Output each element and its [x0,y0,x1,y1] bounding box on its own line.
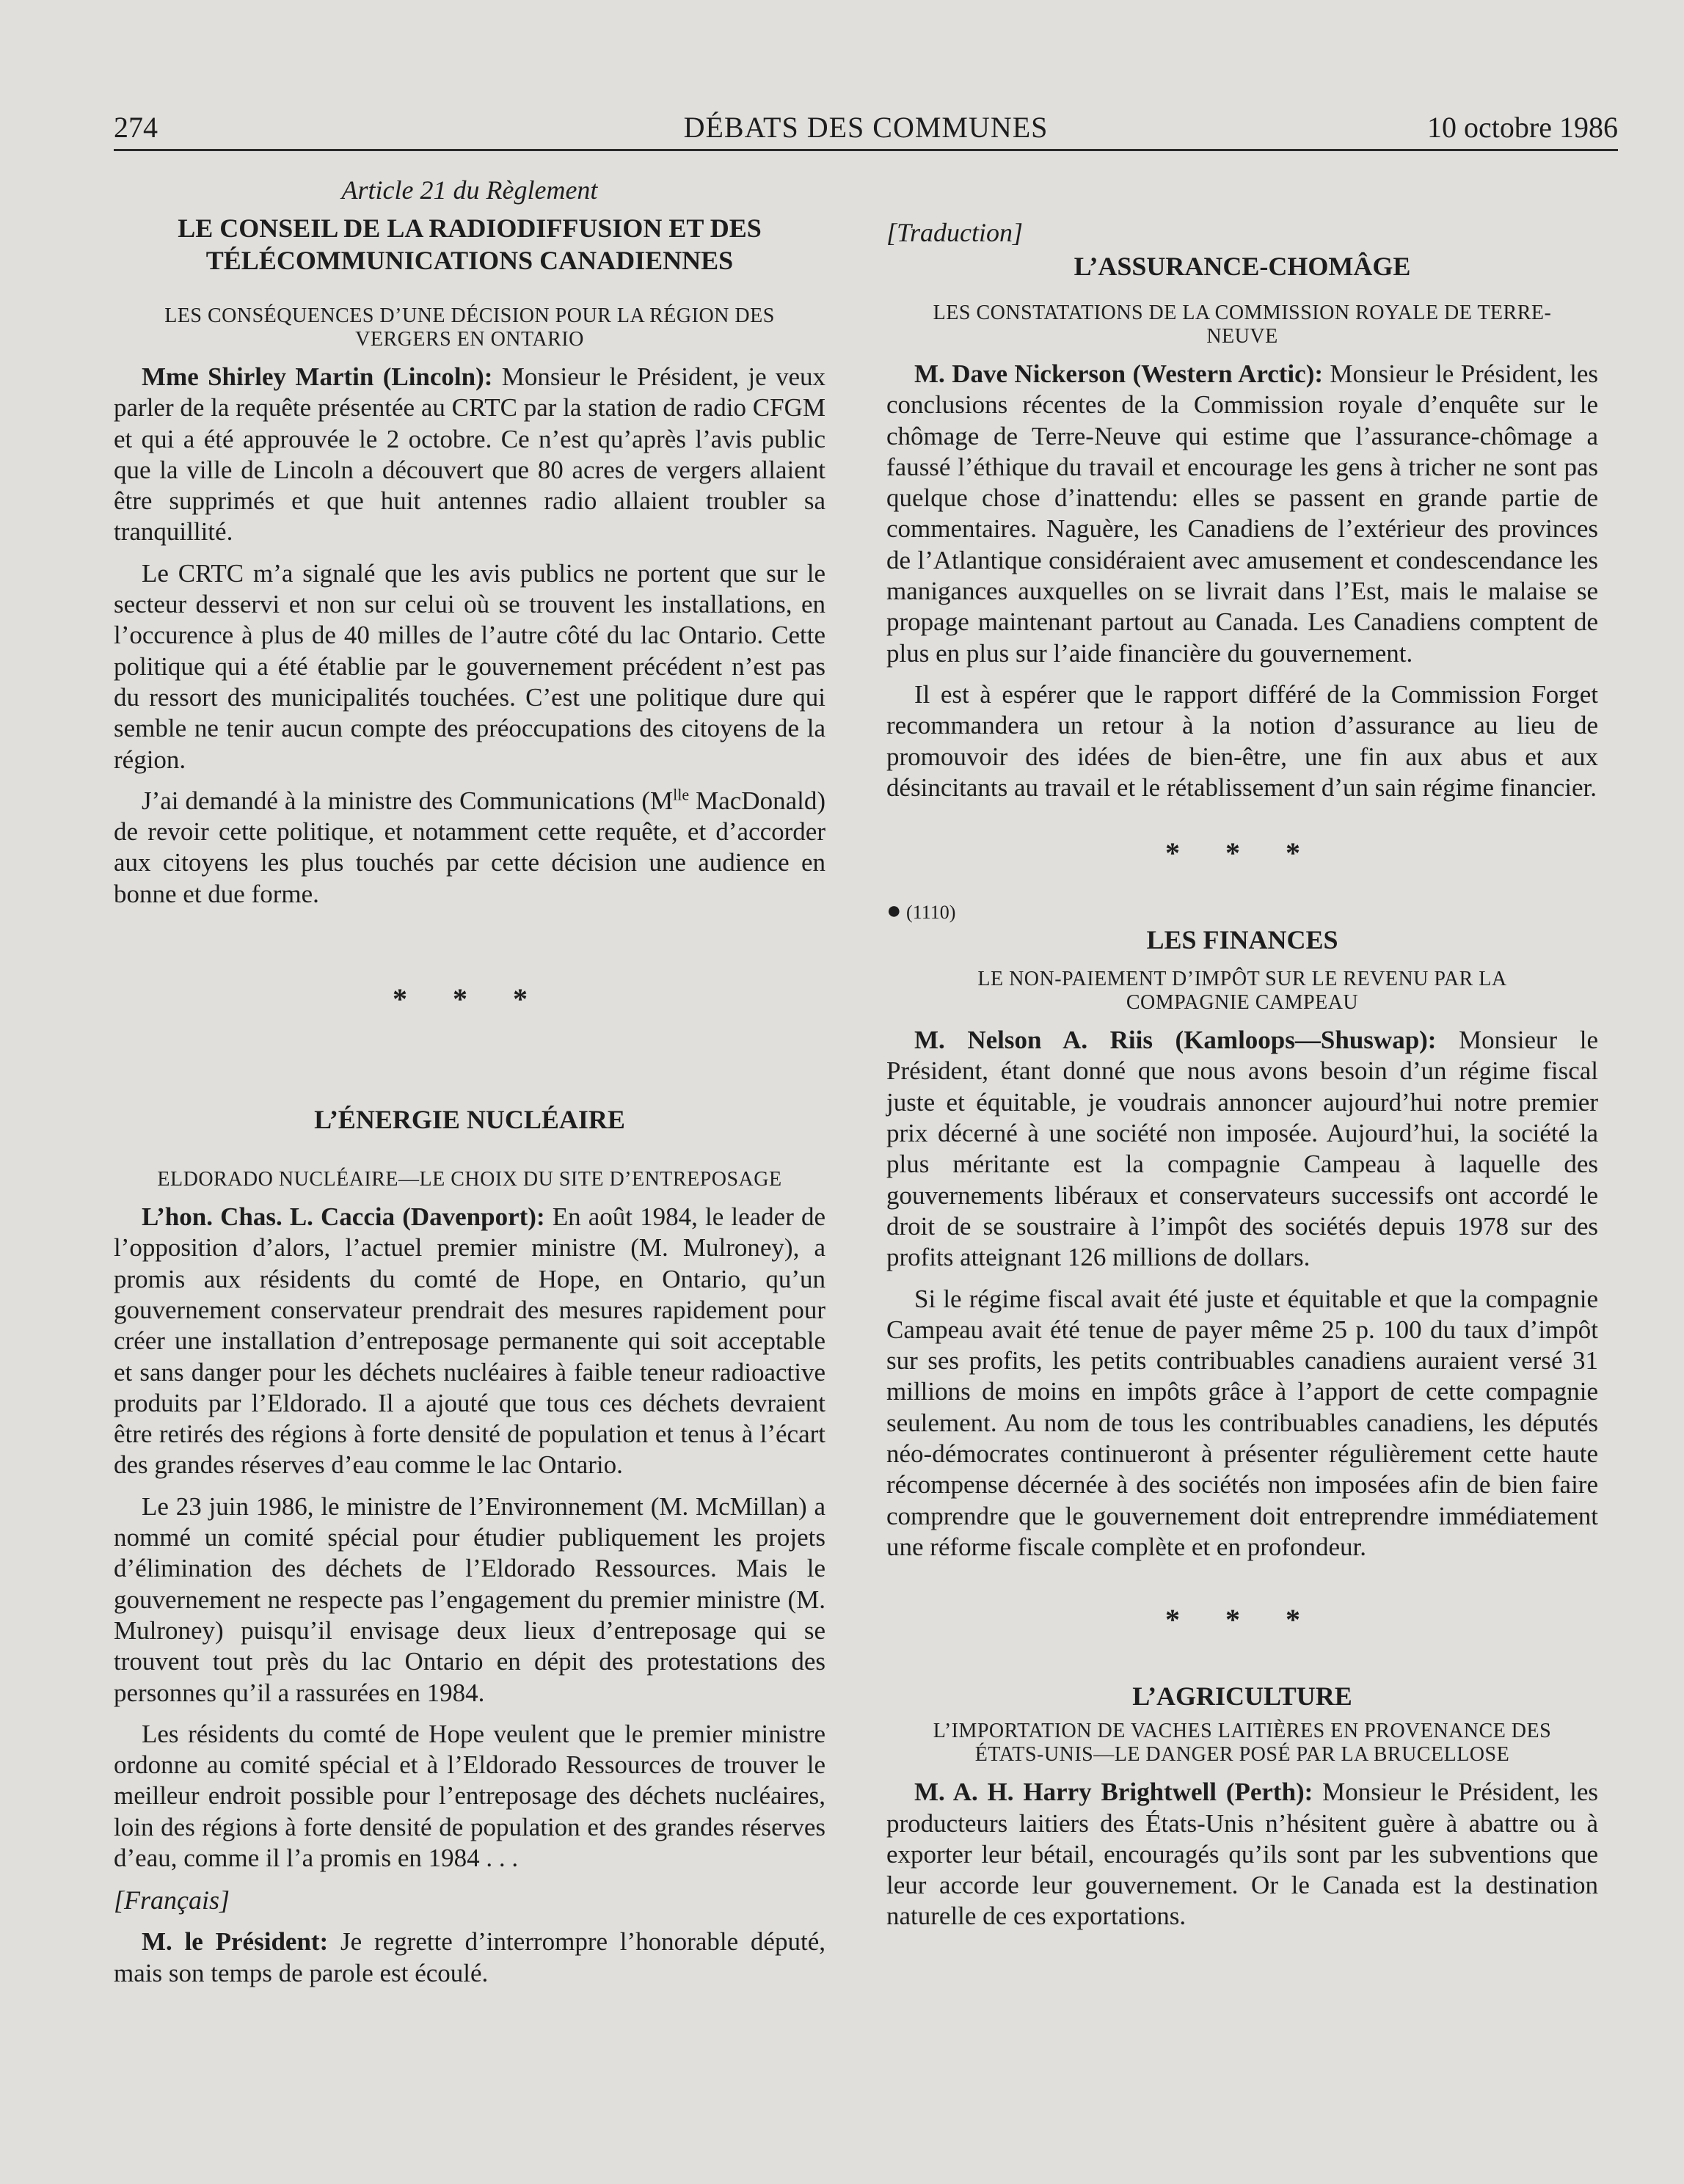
subheading-brucellose-1: L’IMPORTATION DE VACHES LAITIÈRES EN PROVENANCE DES [933,1720,1552,1743]
page-number: 274 [114,111,158,144]
subheading-eldorado: ELDORADO NUCLÉAIRE—LE CHOIX DU SITE D’ENTREPOSAGE [157,1168,782,1191]
speech-text: Monsieur le Président, je veux parler de la requête présentée au CRTC par la station de radio CFGM et qui a été approuvée le 2 octobre. Ce n’est qu’après l’avis public que la ville de Lincoln a découvert que 80 acres de vergers allaient être supprimés et que huit antennes radio allaient troubler sa tranquillité. [114,362,826,547]
time-marker: ● (1110) [886,897,956,925]
running-head [114,109,1618,151]
paragraph-caccia [114,1202,825,1481]
speech-text: Monsieur le Président, les conclusions récentes de la Commission royale d’enquête sur le chômage de Terre-Neuve qui estime que l’assurance-chômage a faussé l’éthique du travail et encourage les gens à tricher ne sont pas quelque chose d’inattendu: elles se passent en grande partie de commentaires. Naguère, les Canadiens de l’extérieur des provinces de l’Atlantique considéraient avec amusement et condescendance les manigances auxquelles on se livrait dans l’Est, mais le malaise se propage maintenant partout au Canada. Les Canadiens comptent de plus en plus sur l’aide financière du gouvernement. [886,359,1598,668]
bullet-icon: ● [886,897,902,925]
left-column [114,165,825,1989]
section-separator: * * * [393,982,547,1016]
paragraph-president [114,1926,825,1989]
subheading-terre-neuve-2: NEUVE [1206,325,1278,348]
section-title-crtc-1: LE CONSEIL DE LA RADIODIFFUSION ET DES [178,213,762,243]
paragraph-crtc: Le CRTC m’a signalé que les avis publics ne portent que sur le secteur desservi et non sur celui où se trouvent les installations, en l’occurence à plus de 40 milles de l’autre côté du lac Ontario. Cette politique qui a été établie par le gouvernement précédent n’est pas du ressort des municipalités touchées. C’est une politique dure qui semble ne tenir aucun compte des préoccupations des citoyens de la région. [114,558,825,774]
speaker-name: M. Nelson A. Riis (Kamloops—Shuswap): [914,1026,1437,1055]
speaker-name: L’hon. Chas. L. Caccia (Davenport): [142,1202,545,1232]
section-separator: * * * [1165,836,1319,870]
right-column [886,165,1598,1932]
speaker-name: M. A. H. Harry Brightwell (Perth): [914,1778,1313,1807]
section-separator: * * * [1165,1603,1319,1637]
paragraph-nickerson [886,359,1598,669]
publication-title: DÉBATS DES COMMUNES [683,111,1049,144]
paragraph-ministre: J’ai demandé à la ministre des Communications ($M^{lle}$ MacDonald) de revoir cette politique, et notamment cette requête, et d’accorder aux citoyens les plus touchés par cette décision une audience en bonne et due forme. [114,785,825,908]
standing-order-heading: Article 21 du Règlement [341,175,598,205]
speaker-name: M. Dave Nickerson (Western Arctic): [914,359,1324,388]
speech-text: Je regrette d’interrompre l’honorable député, mais son temps de parole est écoulé. [114,1927,825,1987]
subheading-vergers-1: LES CONSÉQUENCES D’UNE DÉCISION POUR LA RÉGION DES [164,304,775,327]
subheading-terre-neuve-1: LES CONSTATATIONS DE LA COMMISSION ROYALE DE TERRE- [933,302,1552,324]
language-marker: [Traduction] [886,218,1024,247]
paragraph-hope: Les résidents du comté de Hope veulent que le premier ministre ordonne au comité spécial et à l’Eldorado Ressources de trouver le meilleur endroit possible pour l’entreposage des déchets nucléaires, loin des régions à forte densité de population et des grandes réserves d’eau, comme il l’a promis en 1984 . . . [114,1719,825,1872]
section-title-crtc-2: TÉLÉCOMMUNICATIONS CANADIENNES [205,246,734,275]
paragraph-riis [886,1025,1598,1273]
subheading-campeau-2: COMPAGNIE CAMPEAU [1126,991,1359,1015]
header-rule [114,149,1618,151]
paragraph-regime-fiscal: Si le régime fiscal avait été juste et équitable et que la compagnie Campeau avait été tenue de payer même 25 p. 100 du taux d’impôt sur ses profits, les petits contribuables canadiens auraient versé 31 millions de moins en impôts grâce à l’apport de cette compagnie seulement. Au nom de tous les contribuables canadiens, les députés néo-démocrates continueront à présenter régulièrement cette haute récompense décernée à des sociétés non imposées afin de bien faire comprendre que le gouvernement doit entreprendre immédiatement une réforme fiscale complète et en profondeur. [886,1284,1598,1561]
paragraph-martin [114,362,825,548]
paragraph-brightwell [886,1777,1598,1932]
speech-text: Monsieur le Président, étant donné que nous avons besoin d’un régime fiscal juste et équitable, je voudrais annoncer aujourd’hui notre premier prix décerné à une société non imposée. Aujourd’hui, la société la plus méritante est la compagnie Campeau à laquelle des gouvernements libéraux et conservateurs successifs ont accordé le droit de se soustraire à l’impôt des sociétés depuis 1978 sur des profits atteignant 126 millions de dollars. [886,1026,1598,1272]
issue-date: 10 octobre 1986 [1427,111,1618,144]
speech-text: En août 1984, le leader de l’opposition d’alors, l’actuel premier ministre (M. Mulroney), a promis aux résidents du comté de Hope, en Ontario, qu’un gouvernement conservateur prendrait des mesures rapidement pour créer une installation d’entreposage permanente qui soit acceptable et sans danger pour les déchets nucléaires à faible teneur radioactive produits par l’Eldorado. Il a ajouté que tous ces déchets devraient être retirés des régions à forte densité de population et tenus à l’écart des grandes réserves d’eau comme le lac Ontario. [114,1202,826,1480]
subheading-campeau-1: LE NON-PAIEMENT D’IMPÔT SUR LE REVENU PAR LA [977,968,1507,991]
section-title-energie: L’ÉNERGIE NUCLÉAIRE [314,1105,625,1135]
speech-text: Monsieur le Président, les producteurs laitiers des États-Unis n’hésitent guère à abattre ou à exporter leur bétail, encouragés qu’ils sont par les subventions que leur accorde leur gouvernement. Or le Canada est la destination naturelle de ces exportations. [886,1778,1598,1931]
section-title-assurance: L’ASSURANCE-CHOMÂGE [1074,252,1411,281]
subheading-vergers-2: VERGERS EN ONTARIO [355,328,584,351]
section-title-finances: LES FINANCES [1146,925,1338,955]
section-title-agriculture: L’AGRICULTURE [1132,1681,1352,1712]
paragraph-mcmillan: Le 23 juin 1986, le ministre de l’Environnement (M. McMillan) a nommé un comité spécial pour étudier publiquement les projets d’élimination des déchets de l’Eldorado Ressources. Mais le gouvernement ne respecte pas l’engagement du premier ministre (M. Mulroney) puisqu’il envisage deux lieux d’entreposage qui se trouvent tout près du lac Ontario en dépit des protestations des personnes qu’il a rassurées en 1984. [114,1491,825,1707]
subheading-brucellose-2: ÉTATS-UNIS—LE DANGER POSÉ PAR LA BRUCELLOSE [974,1743,1510,1767]
language-marker: [Français] [114,1885,230,1915]
paragraph-forget: Il est à espérer que le rapport différé de la Commission Forget recommandera un retour à la notion d’assurance au lieu de promouvoir des idées de bien-être, une fin aux abus et aux désincitants au travail et le rétablissement d’un sain régime financier. [886,679,1598,802]
speaker-name: M. le Président: [142,1927,329,1957]
speaker-name: Mme Shirley Martin (Lincoln): [142,362,493,391]
